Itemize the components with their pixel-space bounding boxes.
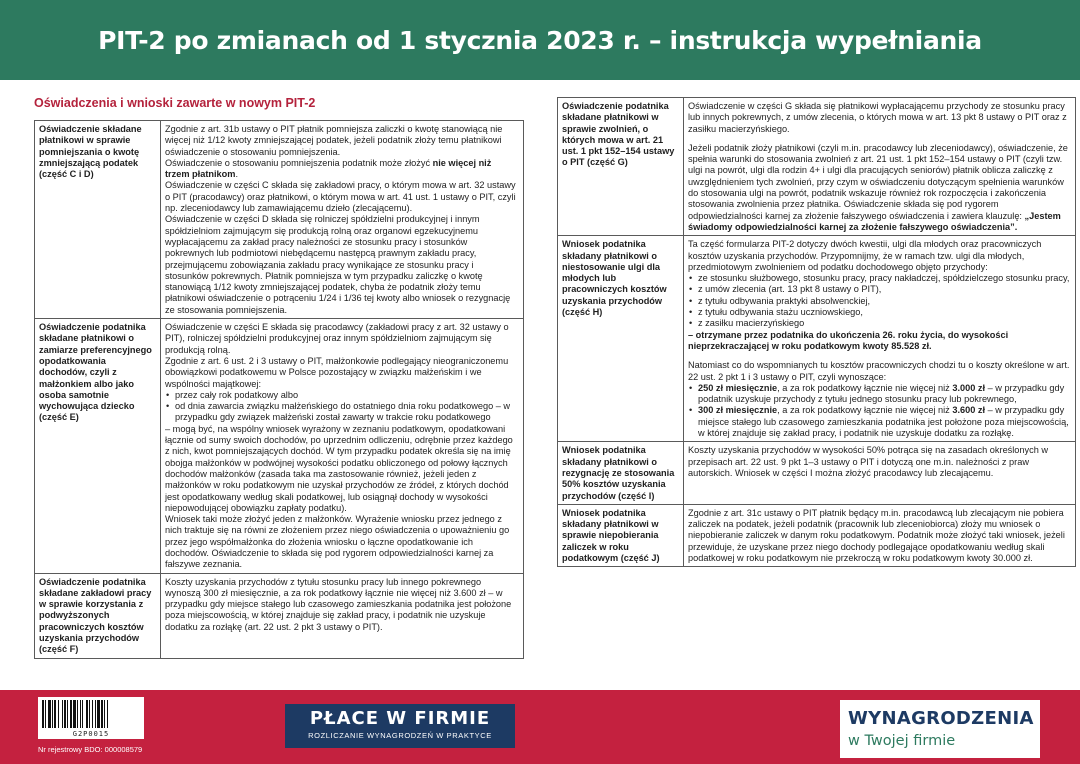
left-table xyxy=(34,120,524,659)
logo-title: WYNAGRODZENIA xyxy=(848,708,1034,729)
paragraph: – otrzymane przez podatnika do ukończenia 26. roku życia, do wysokości nieprzekraczającej w roku podatkowym kwoty 85.528 zł. xyxy=(688,329,1009,351)
table-row xyxy=(35,319,524,574)
bdo-registry-number: Nr rejestrowy BDO: 000008579 xyxy=(38,745,143,754)
paragraph: Oświadczenie w części D składa się rolniczej spółdzielni produkcyjnej i innym spółdzielniom zajmującym się produkcją rolną oraz organowi egzekucyjnemu wypłacającemu za zakład pracy należności ze stosunku pracy i stosunków pokrewnych lub podmiotowi niebędącemu następcą prawnym zakładu pracy, przejmującemu zobowiązania zakładu pracy wynikające ze stosunku pracy i stosunków pokrewnych. Płatnik pomniejsza w tym przypadku zaliczkę o kwotę stanowiącą 1/12 kwoty zmniejszającej podatek, chyba że podatnik złoży temu płatnikowi oświadczenie o potrąceniu 1/24 i 1/36 tej kwoty albo wniosek o rezygnację ze stosowania pomniejszenia. xyxy=(165,214,511,315)
place-w-firmie-logo xyxy=(285,704,515,748)
row-body-h xyxy=(684,236,1076,442)
table-row xyxy=(558,98,1076,236)
paragraph: Natomiast co do wspomnianych tu kosztów pracowniczych chodzi tu o koszty określone w art. 22 ust. 2 pkt 1 i 3 ustawy o PIT, czyli wynoszące: xyxy=(688,360,1070,382)
table-row xyxy=(558,236,1076,442)
list-item: • 300 zł miesięcznie, a za rok podatkowy łącznie nie więcej niż 3.600 zł – w przypadku gdy miejsce stałego lub czasowego zamieszkania podatnika jest położone poza miejscowością, w której znajduje się zakład pracy, i podatnik nie uzyskuje dodatku za rozłąkę. xyxy=(688,405,1070,439)
paragraph: Oświadczenie o stosowaniu pomniejszenia podatnik może złożyć nie więcej niż trzem płatnikom. xyxy=(165,157,492,180)
list-item: • przez cały rok podatkowy albo xyxy=(165,390,518,401)
bullet-list xyxy=(688,383,1070,439)
list-item: • 250 zł miesięcznie, a za rok podatkowy łącznie nie więcej niż 3.000 zł – w przypadku gdy podatnik uzyskuje przychody z tytułu jednego stosunku pracy lub pokrewnego, xyxy=(688,383,1070,406)
table-row xyxy=(35,573,524,658)
row-label-g: Oświadczenie podatnika składane płatnikowi w sprawie zwolnień, o których mowa w art. 21 ust. 1 pkt 152–154 ustawy o PIT (część G) xyxy=(558,98,684,236)
list-item: • z umów zlecenia (art. 13 pkt 8 ustawy o PIT), xyxy=(688,284,1070,295)
paragraph: Oświadczenie w części G składa się płatnikowi wypłacającemu przychody ze stosunku pracy lub innych pokrewnych, z umów zlecenia, o których mowa w art. 13 pkt 8 ustawy o PIT oraz z zasiłku macierzyńskiego. xyxy=(688,101,1067,134)
paragraph: Zgodnie z art. 31b ustawy o PIT płatnik pomniejsza zaliczki o kwotę stanowiącą nie więcej niż 1/12 kwoty zmniejszającej podatek, jeżeli podatnik złoży temu płatnikowi oświadczenie o stosowaniu pomniejszenia. xyxy=(165,124,503,157)
row-label-j: Wniosek podatnika składany płatnikowi w sprawie niepobierania zaliczek w roku podatkowym (część J) xyxy=(558,504,684,566)
table-row xyxy=(558,442,1076,504)
row-body-g xyxy=(684,98,1076,236)
row-body-j xyxy=(684,504,1076,566)
paragraph: Koszty uzyskania przychodów z tytułu stosunku pracy lub innego pokrewnego wynoszą 300 zł miesięcznie, a za rok podatkowy łącznie nie więcej niż 3.600 zł – w przypadku gdy miejsce stałego lub czasowego zamieszkania podatnika jest położone poza miejscowością, w której znajduje się zakład pracy, i podatnik nie uzyskuje dodatku za rozłąkę (art. 22 ust. 2 pkt 3 ustawy o PIT). xyxy=(165,576,512,632)
section-title: Oświadczenia i wnioski zawarte w nowym PIT-2 xyxy=(34,96,316,110)
barcode-bar xyxy=(108,700,109,728)
page-title: PIT-2 po zmianach od 1 stycznia 2023 r. – instrukcja wypełniania xyxy=(98,26,982,55)
row-body-e xyxy=(161,319,524,574)
list-item: • z tytułu odbywania stażu uczniowskiego, xyxy=(688,307,1070,318)
barcode-bars xyxy=(42,700,140,728)
wynagrodzenia-logo xyxy=(840,700,1040,758)
logo-subtitle: w Twojej firmie xyxy=(848,733,956,749)
logo-title: PŁACE W FIRMIE xyxy=(309,708,491,729)
list-item: • od dnia zawarcia związku małżeńskiego do ostatniego dnia roku podatkowego – w przypadku gdy związek małżeński został zawarty w trakcie roku podatkowego xyxy=(165,401,518,424)
page-header xyxy=(0,0,1080,80)
row-label-h: Wniosek podatnika składany płatnikowi o niestosowanie ulgi dla młodych lub pracowniczych kosztów uzyskania przychodów (część H) xyxy=(558,236,684,442)
paragraph: Koszty uzyskania przychodów w wysokości 50% potrąca się na zasadach określonych w przepisach art. 22 ust. 9 pkt 1–3 ustawy o PIT i dotyczą one m.in. należności z praw autorskich. Wniosek w części I można złożyć pracodawcy lub zlecającemu. xyxy=(688,445,1049,478)
row-label-e: Oświadczenie podatnika składane płatnikowi o zamiarze preferencyjnego opodatkowania dochodów, czyli z małżonkiem albo jako osoba samotnie wychowująca dziecko (część E) xyxy=(35,319,161,574)
bullet-list xyxy=(165,390,518,424)
paragraph: Oświadczenie w części C składa się zakładowi pracy, o którym mowa w art. 32 ustawy o PIT (pracodawcy) oraz płatnikowi, o którym mowa w art. 41 ust. 1 ustawy o PIT, czyli np. zleceniodawcy lub zamawiającemu dzieło (zlecającemu). xyxy=(165,180,516,214)
bullet-list xyxy=(688,273,1070,329)
paragraph: Oświadczenie w części E składa się pracodawcy (zakładowi pracy z art. 32 ustawy o PIT), rolniczej spółdzielni produkcyjnej oraz innym spółdzielniom zajmującym się produkcją rolną. xyxy=(165,322,509,355)
table-row xyxy=(35,121,524,319)
row-body-c-d xyxy=(161,121,524,319)
row-label-c-d: Oświadczenie składane płatnikowi w sprawie pomniejszania o kwotę zmniejszającą podatek (część C i D) xyxy=(35,121,161,319)
paragraph: Jeżeli podatnik złoży płatnikowi (czyli m.in. pracodawcy lub zleceniodawcy), oświadczenie, że spełnia warunki do stosowania zwolnień z art. 21 ust. 1 pkt 152–154 ustawy o PIT (czyli tzw. ulgi na powrót, ulgi dla rodzin 4+ i ulgi dla pracujących seniorów) płatnik oblicza zaliczkę z uwzględnieniem tych zwolnień, przy czym w oświadczeniu dotyczącym spełnienia warunków do stosowania ulgi na powrót, podatnik wskazuje również rok rozpoczęcia i zakończenia stosowania zwolnienia przez płatnika. Oświadczenie składa się pod rygorem odpowiedzialności karnej za złożenie fałszywego oświadczenia i zawiera klauzulę: „Jestem świadomy odpowiedzialności karnej za złożenie fałszywego oświadczenia”. xyxy=(688,142,1068,232)
right-table xyxy=(557,97,1076,567)
paragraph: Wniosek taki może złożyć jeden z małżonków. Wyrażenie wniosku przez jednego z nich traktuje się na równi ze złożeniem przez niego oświadczenia o upoważnieniu go przez jego współmałżonka do złożenia wniosku o łączne opodatkowanie ich dochodów. Oświadczenie to składa się pod rygorem odpowiedzialności karnej za fałszywe zeznania. xyxy=(165,514,510,570)
list-item: • z tytułu odbywania praktyki absolwenckiej, xyxy=(688,296,1070,307)
row-label-i: Wniosek podatnika składany płatnikowi o rezygnację ze stosowania 50% kosztów uzyskania przychodów (część I) xyxy=(558,442,684,504)
barcode-number: G2P0015 xyxy=(72,730,110,738)
table-row xyxy=(558,504,1076,566)
logo-subtitle: ROZLICZANIE WYNAGRODZEŃ W PRAKTYCE xyxy=(308,731,492,740)
paragraph: Ta część formularza PIT-2 dotyczy dwóch kwestii, ulgi dla młodych oraz pracowniczych kosztów uzyskania przychodów. Przypomnijmy, że w ramach tzw. ulgi dla młodych, przedmiotowym zwolnieniem od podatku dochodowego objęto przychody: xyxy=(688,239,1042,272)
row-label-f: Oświadczenie podatnika składane zakładowi pracy w sprawie korzystania z podwyższonych pracowniczych kosztów uzyskania przychodów (część F) xyxy=(35,573,161,658)
paragraph: Zgodnie z art. 6 ust. 2 i 3 ustawy o PIT, małżonkowie podlegający nieograniczonemu obowiązkowi podatkowemu w Polsce pozostający w związku małżeńskim i we wspólności majątkowej: xyxy=(165,355,509,389)
list-item: • z zasiłku macierzyńskiego xyxy=(688,318,1070,329)
list-item: • ze stosunku służbowego, stosunku pracy, pracy nakładczej, spółdzielczego stosunku pracy, xyxy=(688,273,1070,284)
row-body-f xyxy=(161,573,524,658)
paragraph: Zgodnie z art. 31c ustawy o PIT płatnik będący m.in. pracodawcą lub zlecającym nie pobiera zaliczek na podatek, jeżeli podatnik (pracownik lub zleceniobiorca) złoży mu wniosek o niepobieranie zaliczek w danym roku podatkowym. Podatnik może złożyć taki wniosek, jeżeli przewiduje, że uzyskane przez niego dochody podlegające opodatkowaniu według skali podatkowej w roku podatkowym nie przekroczą w roku podatkowym kwoty 30.000 zł. xyxy=(688,507,1065,563)
row-body-i xyxy=(684,442,1076,504)
paragraph: – mogą być, na wspólny wniosek wyrażony w zeznaniu podatkowym, opodatkowani łącznie od sumy swoich dochodów, po uprzednim odliczeniu, odrębnie przez każdego z nich, kwot pomniejszających dochód. W tym przypadku podatek określa się na imię obojga małżonków w podwójnej wysokości podatku obliczonego od połowy łącznych dochodów małżonków (zasada taka ma zastosowanie również, jeżeli jeden z małżonków w roku podatkowym nie uzyskał przychodów ze źródeł, z których dochód jest opodatkowany według skali podatkowej, lub osiągnął dochody w wysokości niepowodującej obowiązku zapłaty podatku). xyxy=(165,423,513,513)
barcode xyxy=(38,697,144,739)
